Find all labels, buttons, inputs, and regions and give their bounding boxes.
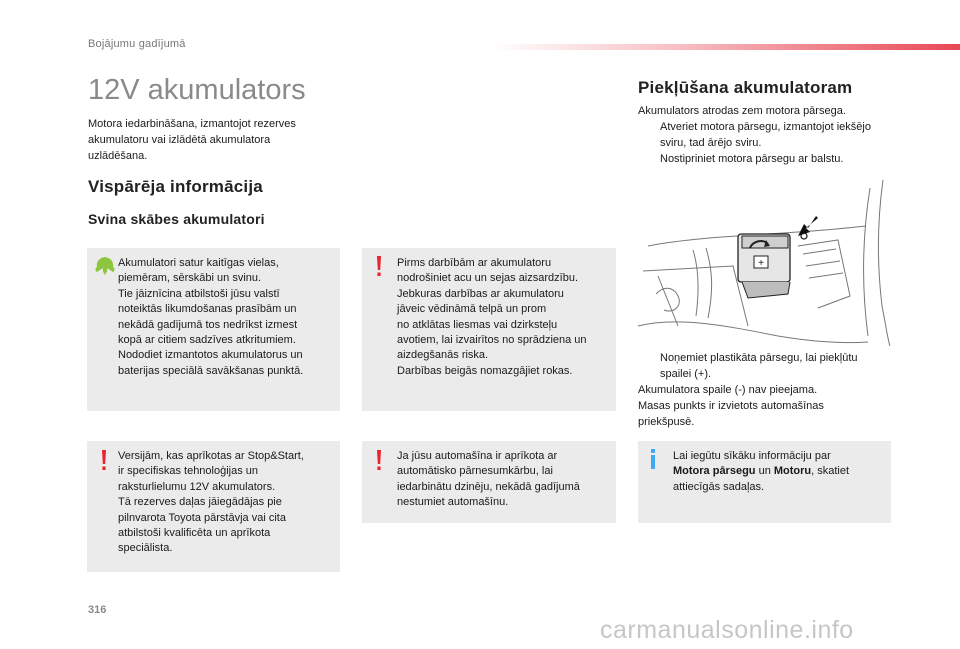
access-steps (638, 103, 900, 167)
info-ref-engine[interactable]: Motoru (773, 465, 812, 478)
safety-line: avotiem, lai izvairītos no sprādziena un (397, 334, 587, 347)
stopstart-line: pilnvarota Toyota pārstāvja vai cita (118, 511, 286, 524)
safety-line: Pirms darbībām ar akumulatoru (397, 257, 552, 269)
access-note: priekšpusē. (638, 416, 695, 428)
gearbox-line: automātisko pārnesumkārbu, lai (397, 465, 553, 478)
plus-terminal-label: + (758, 258, 764, 269)
gearbox-warning-box (362, 441, 616, 523)
eco-line: piemēram, sērskābi un svinu. (118, 272, 262, 285)
bullet-arrow-icon (638, 350, 660, 382)
page-number: 316 (88, 604, 107, 616)
stopstart-warning-text (118, 449, 338, 557)
stopstart-line: speciālista. (118, 542, 173, 555)
arrow-icon (798, 216, 818, 239)
eco-line: nekādā gadījumā tos nedrīkst izmest (118, 318, 298, 331)
access-heading: Piekļūšana akumulatoram (638, 78, 853, 97)
eco-line: Tie jāiznīcina atbilstoši jūsu valstī (118, 287, 280, 300)
info-line: Motora pārsegu un Motoru, skatiet (673, 465, 850, 478)
list-item: Nostipriniet motora pārsegu ar balstu. (638, 151, 900, 167)
gearbox-warning-text (397, 449, 613, 511)
safety-line: Darbības beigās nomazgājiet rokas. (397, 364, 573, 377)
stopstart-warning-box (87, 441, 340, 572)
page-title: 12V akumulators (88, 74, 306, 106)
eco-line: Nododiet izmantotos akumulatorus un (118, 349, 303, 362)
eco-line: kopā ar citiem sadzīves atkritumiem. (118, 334, 296, 347)
exclamation-icon (376, 450, 382, 471)
access-note: Akumulatora spaile (-) nav pieejama. (638, 384, 818, 396)
safety-line: Jebkuras darbības ar akumulatoru (397, 287, 564, 300)
access-intro: Akumulators atrodas zem motora pārsega. (638, 105, 846, 117)
bullet-arrow-icon (638, 151, 660, 167)
general-subheading: Svina skābes akumulatori (88, 211, 265, 227)
stopstart-line: raksturlielumu 12V akumulators. (118, 480, 276, 493)
list-item: Noņemiet plastikāta pārsegu, lai piekļūtu spailei (+). (638, 350, 900, 382)
info-note-text (673, 449, 888, 495)
eco-line: noteiktās likumdošanas prasībām un (118, 303, 297, 316)
watermark: carmanualsonline.info (600, 616, 854, 644)
safety-line: no atklātas liesmas vai dzirksteļu (397, 318, 558, 331)
safety-line: nodrošiniet acu un sejas aizsardzību. (397, 272, 578, 285)
eco-note-text (118, 256, 338, 379)
eco-line: baterijas speciālā savākšanas punktā. (118, 364, 304, 377)
info-line: attiecīgās sadaļas. (673, 480, 765, 493)
bullet-arrow-icon (638, 119, 660, 151)
intro-text: Motora iedarbināšana, izmantojot rezerves akumulatoru vai izlādētā akumulatora uzlādēšana. (88, 118, 296, 162)
stopstart-line: atbilstoši kvalificēta un aprīkota (118, 527, 271, 540)
safety-warning-box (362, 248, 616, 411)
safety-line: aizdegšanās riska. (397, 349, 489, 362)
exclamation-icon (101, 450, 107, 471)
access-note: Masas punkts ir izvietots automašīnas (638, 400, 824, 412)
exclamation-icon (376, 256, 382, 277)
recycle-leaf-icon (94, 256, 116, 276)
stopstart-line: ir specifiskas tehnoloģijas un (118, 465, 259, 478)
eco-line: Akumulatori satur kaitīgas vielas, (118, 257, 279, 269)
info-line: Lai iegūtu sīkāku informāciju par (673, 450, 831, 462)
header-rule (490, 44, 960, 50)
access-steps-2 (638, 350, 900, 430)
gearbox-line: Ja jūsu automašīna ir aprīkota ar (397, 450, 558, 462)
stopstart-line: Versijām, kas aprīkotas ar Stop&Start, (118, 450, 304, 462)
stopstart-line: Tā rezerves daļas jāiegādājas pie (118, 496, 282, 509)
gearbox-line: nestumiet automašīnu. (397, 496, 509, 509)
info-icon (649, 449, 657, 469)
gearbox-line: iedarbinātu dzinēju, nekādā gadījumā (397, 480, 580, 493)
battery-illustration (638, 176, 892, 348)
info-ref-bonnet[interactable]: Motora pārsegu (673, 465, 756, 478)
eco-note-box (87, 248, 340, 411)
list-item: Atveriet motora pārsegu, izmantojot iekšējo sviru, tad ārējo sviru. (638, 119, 900, 151)
safety-line: jāveic vēdināmā telpā un prom (397, 303, 547, 316)
info-note-box (638, 441, 891, 523)
safety-warning-text (397, 256, 613, 379)
section-header: Bojājumu gadījumā (88, 38, 186, 50)
battery-cover (738, 234, 790, 298)
general-heading: Vispārēja informācija (88, 177, 263, 196)
